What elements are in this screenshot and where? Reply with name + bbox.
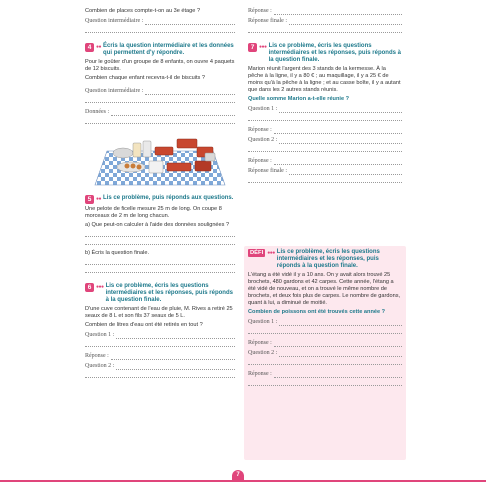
page-bottom-rule xyxy=(0,480,486,482)
reponse-line[interactable]: Réponse : xyxy=(248,8,402,15)
answer-line[interactable] xyxy=(248,326,402,334)
exercise-7-header xyxy=(248,43,402,64)
defi-text: L'étang a été vidé il y a 10 ans. On y avait alors trouvé 25 brochets, 480 gardons et 42 carpes. Cette année, l'étang a été vidé de nouveau, et on a trouvé le même nombre de brochets, et deux fois plus de carpes. Le nombre de gardons, quant à lui, a diminué de moitié. xyxy=(248,272,401,306)
defi-question-2-line[interactable]: Question 2 : xyxy=(248,350,402,357)
exercise-6-text: D'une cuve contenant de l'eau de pluie, M. Rives a retiré 25 seaux de 8 L et son fils 37 seaux de 5 L. xyxy=(85,306,233,319)
answer-line[interactable] xyxy=(85,265,235,273)
page-number: 7 xyxy=(232,470,244,480)
answer-line[interactable] xyxy=(248,357,402,365)
exercise-6-reponse-line[interactable]: Réponse : xyxy=(85,353,235,360)
answer-line[interactable] xyxy=(85,237,235,245)
exercise-5-text: Une pelote de ficelle mesure 25 m de long. On coupe 8 morceaux de 2 m de long chacun. xyxy=(85,206,222,219)
difficulty-stars-icon: ●●● xyxy=(96,284,104,290)
answer-line[interactable] xyxy=(248,25,402,33)
exercise-7-question-2-line[interactable]: Question 2 : xyxy=(248,137,402,144)
defi-tag: DÉFI xyxy=(250,250,264,256)
answer-line[interactable] xyxy=(85,116,235,124)
answer-line[interactable] xyxy=(85,25,235,33)
exercise-4-header xyxy=(85,43,235,57)
exercise-7-question: Quelle somme Marion a-t-elle réunie ? xyxy=(248,96,350,102)
exercise-number: 6 xyxy=(85,283,94,292)
answer-line[interactable] xyxy=(248,378,402,386)
defi-title: Lis ce problème, écris les questions intermédiaires et les réponses, puis réponds à la question finale. xyxy=(276,249,380,269)
answer-line[interactable] xyxy=(85,370,235,378)
exercise-4-donnees-line[interactable]: Données : xyxy=(85,109,235,116)
answer-line[interactable] xyxy=(85,95,235,103)
exercise-7-question-1-line[interactable]: Question 1 : xyxy=(248,106,402,113)
difficulty-stars-icon: ●●● xyxy=(259,44,267,50)
exercise-4-title: Écris la question intermédiaire et les données qui permettent d'y répondre. xyxy=(103,43,234,56)
exercise-7-reponse-1-line[interactable]: Réponse : xyxy=(248,127,402,134)
snack-table-icon xyxy=(85,129,235,189)
defi-reponse-2-line[interactable]: Réponse : xyxy=(248,371,402,378)
exercise-7-reponse-2-line[interactable]: Réponse : xyxy=(248,158,402,165)
exercise-6-question-1-line[interactable]: Question 1 : xyxy=(85,332,235,339)
exercise-5-question-b: b) Écris la question finale. xyxy=(85,250,150,256)
exercise-7-title: Lis ce problème, écris les questions intermédiaires et les réponses, puis réponds à la question finale. xyxy=(268,43,401,63)
answer-line[interactable] xyxy=(85,257,235,265)
reponse-finale-line[interactable]: Réponse finale : xyxy=(248,18,402,25)
difficulty-stars-icon: ●● xyxy=(96,44,102,50)
top-question: Combien de places compte-t-on au 3e étage ? xyxy=(85,8,201,14)
difficulty-stars-icon: ●●● xyxy=(267,250,275,256)
answer-line[interactable] xyxy=(248,175,402,183)
defi-header xyxy=(248,249,402,270)
answer-line[interactable] xyxy=(85,339,235,347)
defi-question-1-line[interactable]: Question 1 : xyxy=(248,319,402,326)
exercise-5-header xyxy=(85,195,235,204)
exercise-number: 7 xyxy=(248,43,257,52)
exercise-7-reponse-finale-line[interactable]: Réponse finale : xyxy=(248,168,402,175)
difficulty-stars-icon: ●● xyxy=(96,196,102,202)
question-intermediaire-line[interactable]: Question intermédiaire : xyxy=(85,18,235,25)
exercise-6-header xyxy=(85,283,235,304)
exercise-number: 5 xyxy=(85,195,94,204)
defi-question: Combien de poissons ont été trouvés cette année ? xyxy=(248,309,386,315)
answer-line[interactable] xyxy=(248,144,402,152)
exercise-4-question: Combien chaque enfant recevra-t-il de biscuits ? xyxy=(85,75,206,81)
answer-line[interactable] xyxy=(85,229,235,237)
exercise-5-title: Lis ce problème, puis réponds aux questions. xyxy=(103,195,234,201)
tablecloth-snack-illustration xyxy=(85,129,235,189)
exercise-6-title: Lis ce problème, écris les questions intermédiaires et les réponses, puis réponds à la question finale. xyxy=(105,283,233,303)
exercise-4-question-line[interactable]: Question intermédiaire : xyxy=(85,88,235,95)
defi-reponse-1-line[interactable]: Réponse : xyxy=(248,340,402,347)
left-column xyxy=(85,8,235,378)
right-column xyxy=(248,8,402,183)
answer-line[interactable] xyxy=(248,113,402,121)
exercise-6-question: Combien de litres d'eau ont été retirés en tout ? xyxy=(85,322,203,328)
exercise-6-question-2-line[interactable]: Question 2 : xyxy=(85,363,235,370)
exercise-5-question-a: a) Que peut-on calculer à l'aide des données soulignées ? xyxy=(85,222,230,228)
exercise-4-text: Pour le goûter d'un groupe de 8 enfants, on ouvre 4 paquets de 12 biscuits. xyxy=(85,59,235,72)
exercise-number: 4 xyxy=(85,43,94,52)
exercise-7-text: Marion réunit l'argent des 3 stands de la kermesse. À la pêche à la ligne, il y a 80 € ; au maquillage, il y a 25 € de moins qu'à la pêche à la ligne ; et au casse boîte, il y a autant que dans les 2 autres stands réunis. xyxy=(248,66,401,93)
defi-box xyxy=(244,246,406,460)
